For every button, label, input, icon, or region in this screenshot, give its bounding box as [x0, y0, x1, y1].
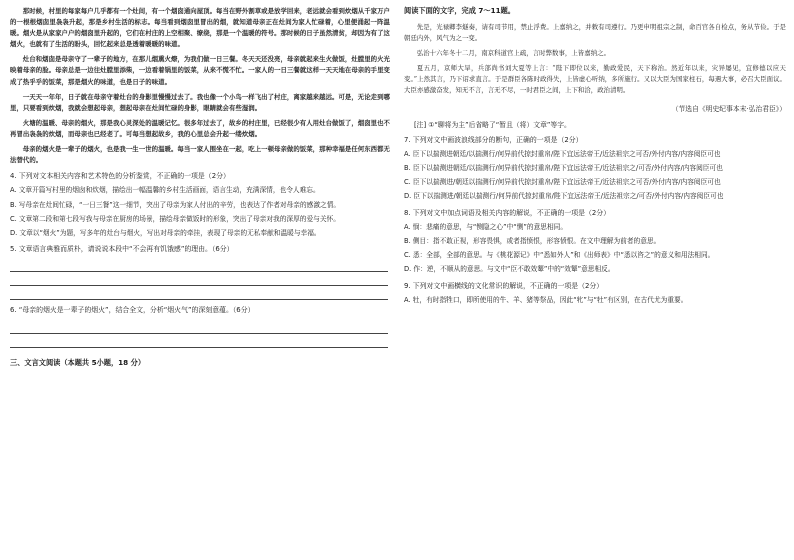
question-6: 6. “母亲的烟火是一辈子的烟火”，结合全文，分析“烟火气”的深刻意蕴。（6分）	[10, 306, 255, 315]
question-5: 5. 文章语言典雅而质朴，请说说本段中“不会再有饥饿感”的理由。（6分）	[10, 245, 234, 254]
answer-option: A. 文章开篇写村里的烟囱和炊烟，描绘出一幅温馨的乡村生活画面，语言生动，充满深情，也令人难忘。	[10, 186, 320, 195]
left-column	[10, 6, 390, 368]
section-3-heading: 三、文言文阅读（本题共 5小题，18 分）	[10, 357, 146, 367]
answer-line[interactable]	[10, 258, 388, 272]
classical-text-paragraph: 弘治十六年冬十二月，南京科道官上疏，言时弊数事，上皆嘉纳之。	[416, 49, 611, 58]
answer-option: D. 臣下以揣测进/朝廷以揣测行/何异前代掠封重帛/陛下宜远法帝王/近法祖宗之/可否/外付内容/内容阅臣可也	[404, 192, 724, 201]
question-9: 9. 下列对文中画横线的文化常识的解说，不正确的一项是（2分）	[404, 281, 604, 290]
question-4: 4. 下列对文本相关内容和艺术特色的分析鉴赏，不正确的一项是（2分）	[10, 172, 230, 181]
passage-paragraph: 一天天一年年，日子就在母亲守着灶台的身影里慢慢过去了。我也像一个小鸟一样飞出了村庄，离家越来越远。可是，无论走到哪里，只要看到炊烟，我就会想起母亲，想起母亲在灶间忙碌的身影，眼睛就会有些湿润。	[10, 92, 390, 112]
right-column	[404, 6, 786, 309]
source-citation: （节选自《明史纪事本末·弘治君臣》）	[671, 104, 786, 113]
classical-text-paragraph: 先是，光禄卿李燧奏，请有司节用，禁止浮费。上嘉纳之，并敕有司遵行。乃更申明祖宗之制，命百官各自检点，务从节俭。于是朝廷内外，风气为之一变。	[404, 23, 786, 43]
question-7: 7. 下列对文中画波浪线部分的断句，正确的一项是（2分）	[404, 135, 583, 144]
answer-line[interactable]	[10, 286, 388, 300]
reading-heading: 阅读下面的文字，完成 7～11题。	[404, 6, 515, 15]
answer-option: B. 写母亲在灶间忙碌，“一日三餐”这一细节，突出了母亲为家人付出的辛劳，也表达了作者对母亲的感激之情。	[10, 200, 341, 209]
answer-option: D. 文章以“烟火”为题，写多年的灶台与烟火，写出对母亲的牵挂，表现了母亲的无私奉献和温暖与幸福。	[10, 229, 321, 238]
answer-line[interactable]	[10, 272, 388, 286]
answer-option: A. 悯：悲痛的意思，与“恻隐之心”中“恻”的意思相同。	[404, 222, 568, 231]
answer-option: A. 臣下以揣测进朝廷/以揣测行/何异前代掠封重帛/陛下宜远法帝王/近法祖宗之可否/外付内容/内容阅臣可也	[404, 149, 721, 158]
passage-paragraph: 灶台和烟囱是母亲守了一辈子的地方，在那儿烟熏火燎，为我们做一日三餐。冬天天还没亮，母亲就起来生火做饭，灶膛里的火光映着母亲的脸。母亲总是一边往灶膛里添柴，一边看着锅里的饭菜，从来不慌不忙。一家人的一日三餐就这样一天天地在母亲的手里变成了热乎乎的饭菜，那是烟火的味道，也是日子的味道。	[10, 55, 390, 86]
annotation-note: [注] ①“聊将为主”后省略了“暂且（将）文章”等字。	[414, 120, 571, 129]
answer-option: C. 臣下以揣测进/朝廷以揣测行/何异前代掠封重帛/陛下宜远法帝王/近法祖宗之可否/外付内容/内容阅臣可也	[404, 178, 721, 187]
answer-option: A. 牡，有时指牲口，即所使用的牛、羊、猪等祭品，因此“牝”与“牡”有区别，在古代尤为重要。	[404, 295, 688, 304]
answer-line[interactable]	[10, 334, 388, 348]
answer-option: C. 文章第二段和第七段写我与母亲在厨房的场景，描绘母亲做饭时的形象，突出了母亲对我的深厚的爱与关怀。	[10, 214, 340, 223]
passage-paragraph: 那时候，村里的每家每户几乎都有一个灶间，有一个烟囱通向屋顶。每当在野外割草或是放学回来，老远就会看到炊烟从千家万户的一根根烟囱里袅袅升起，那是乡村生活的标志。每当看到烟囱里冒出的烟，就知道母亲正在灶间为家人忙碌着，心里便涌起一阵温暖。烟火是从家家户户的烟囱里升起的，它们在村庄的上空相聚、缭绕，那是一个温暖的符号。那时候的日子虽然清贫，却因为有了这烟火，也就有了生活的盼头，回忆起来总是透着暖暖的味道。	[10, 7, 390, 49]
classical-text-paragraph: 夏五月，京师大旱，兵部尚书刘大夏等上言：“陛下即位以来，勤政爱民，天下称治。然近年以来，灾异屡见，宜修德以应天变。”上然其言，乃下诏求直言。于是群臣各陈时政得失，上皆虚心听纳，多所施行。又以大臣为国家柱石，每遇大事，必召大臣面议。大臣亦感激奋发，知无不言，言无不尽，一时君臣之间，上下和洽，政治清明。	[404, 64, 786, 95]
answer-line[interactable]	[10, 320, 388, 334]
question-8: 8. 下列对文中加点词语及相关内容的解说，不正确的一项是（2分）	[404, 208, 611, 217]
answer-option: C. 悉：全部，全部的意思。与《桃花源记》中“悉如外人”和《出师表》中“悉以咨之”的意义和用法相同。	[404, 251, 715, 260]
passage-paragraph: 母亲的烟火是一辈子的烟火，也是我一生一世的温暖。每当一家人围坐在一起，吃上一顿母亲做的饭菜，那种幸福是任何东西都无法替代的。	[10, 145, 390, 165]
answer-option: B. 侧目：指不敢正视，形容畏惧，或者指愤恨，形容愤恨。在文中理解为前者的意思。	[404, 236, 661, 245]
answer-option: D. 作：逆，不顺从的意思。与文中“臣不敢效颦”中的“效颦”意思相反。	[404, 265, 615, 274]
passage-paragraph: 火塘的温暖、母亲的烟火，那是我心灵深处的温暖记忆。很多年过去了，故乡的村庄里，已经很少有人用灶台做饭了，烟囱里也不再冒出袅袅的炊烟，而母亲也已经老了。可每当想起故乡，我的心里总会升起一缕炊烟。	[10, 118, 390, 138]
answer-option: B. 臣下以揣测进朝廷/以揣测行/何异前代掠封重帛/陛下宜远法帝王/近法祖宗之/可否/外付内容/内容阅臣可也	[404, 163, 723, 172]
